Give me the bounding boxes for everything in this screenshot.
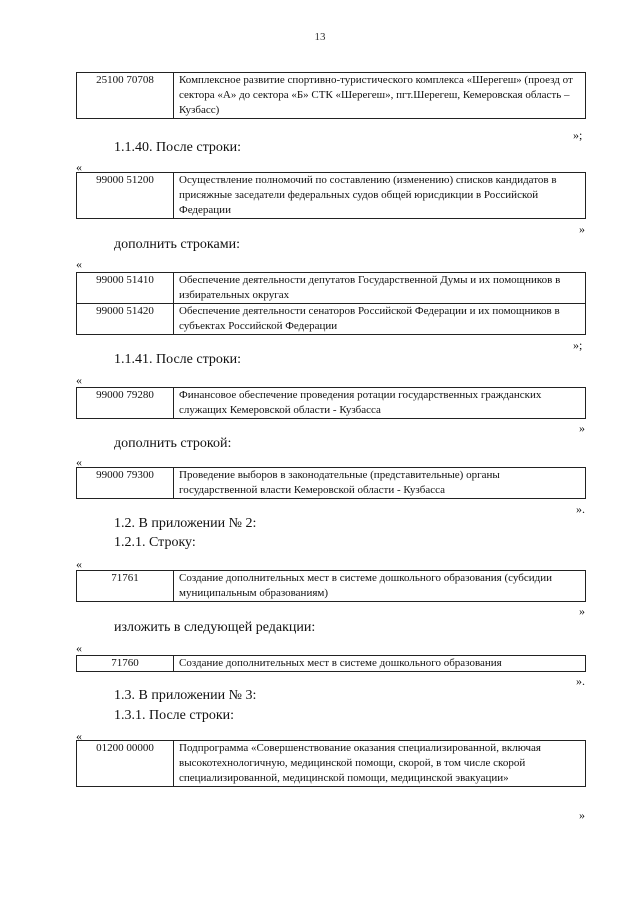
row-code: 99000 51420 — [77, 304, 174, 335]
paragraph-state: изложить в следующей редакции: — [114, 620, 316, 635]
paragraph-1-3: 1.3. В приложении № 3: — [114, 688, 257, 703]
row-text: Создание дополнительных мест в системе дошкольного образования (субсидии муниципальным образованиям) — [174, 571, 586, 602]
opening-quote: « — [76, 641, 82, 655]
row-code: 99000 79280 — [77, 388, 174, 419]
closing-quote: »; — [573, 128, 583, 142]
row-code: 25100 70708 — [77, 73, 174, 119]
row-code: 71760 — [77, 656, 174, 672]
table-7 — [76, 655, 586, 672]
opening-quote: « — [76, 557, 82, 571]
table-4 — [76, 387, 586, 419]
row-text: Комплексное развитие спортивно-туристического комплекса «Шерегеш» (проезд от сектора «А» до сектора «Б» СТК «Шерегеш», пгт.Шерегеш, Кемеровская область – Кузбасс) — [174, 73, 586, 119]
table-3 — [76, 272, 586, 335]
paragraph-1-1-41: 1.1.41. После строки: — [114, 352, 242, 367]
table-row — [77, 656, 586, 672]
row-text: Проведение выборов в законодательные (представительные) органы государственной власти Кемеровской области - Кузбасса — [174, 468, 586, 499]
table-row — [77, 173, 586, 219]
table-row — [77, 468, 586, 499]
row-code: 99000 79300 — [77, 468, 174, 499]
paragraph-1-2-1: 1.2.1. Строку: — [114, 535, 196, 550]
closing-quote: » — [579, 222, 585, 236]
table-row — [77, 304, 586, 335]
opening-quote: « — [76, 373, 82, 387]
table-row — [77, 73, 586, 119]
paragraph-1-1-40: 1.1.40. После строки: — [114, 140, 242, 155]
row-text: Обеспечение деятельности депутатов Государственной Думы и их помощников в избирательных округах — [174, 273, 586, 304]
paragraph-add-row: дополнить строкой: — [114, 436, 232, 451]
table-5 — [76, 467, 586, 499]
row-code: 01200 00000 — [77, 741, 174, 787]
row-code: 99000 51410 — [77, 273, 174, 304]
page-number: 13 — [314, 31, 326, 43]
paragraph-1-3-1: 1.3.1. После строки: — [114, 708, 235, 723]
row-text: Финансовое обеспечение проведения ротации государственных гражданских служащих Кемеровской области - Кузбасса — [174, 388, 586, 419]
row-text: Осуществление полномочий по составлению (изменению) списков кандидатов в присяжные заседатели федеральных судов общей юрисдикции в Российской Федерации — [174, 173, 586, 219]
table-row — [77, 388, 586, 419]
closing-quote: ». — [576, 502, 585, 516]
paragraph-add-rows: дополнить строками: — [114, 237, 240, 252]
opening-quote: « — [76, 257, 82, 271]
table-row — [77, 741, 586, 787]
closing-quote: ». — [576, 674, 585, 688]
table-row — [77, 273, 586, 304]
table-6 — [76, 570, 586, 602]
opening-quote: « — [76, 160, 82, 174]
row-code: 99000 51200 — [77, 173, 174, 219]
table-8 — [76, 740, 586, 787]
closing-quote: » — [579, 421, 585, 435]
table-row — [77, 571, 586, 602]
opening-quote: « — [76, 729, 82, 743]
closing-quote: » — [579, 808, 585, 822]
row-text: Создание дополнительных мест в системе дошкольного образования — [174, 656, 586, 672]
closing-quote: » — [579, 604, 585, 618]
closing-quote: »; — [573, 338, 583, 352]
table-2 — [76, 172, 586, 219]
opening-quote: « — [76, 455, 82, 469]
row-text: Обеспечение деятельности сенаторов Российской Федерации и их помощников в субъектах Российской Федерации — [174, 304, 586, 335]
row-text: Подпрограмма «Совершенствование оказания специализированной, включая высокотехнологичную, медицинской помощи, скорой, в том числе скорой специализированной, медицинской помощи, медицинской эвакуации» — [174, 741, 586, 787]
paragraph-1-2: 1.2. В приложении № 2: — [114, 516, 257, 531]
row-code: 71761 — [77, 571, 174, 602]
table-1 — [76, 72, 586, 119]
